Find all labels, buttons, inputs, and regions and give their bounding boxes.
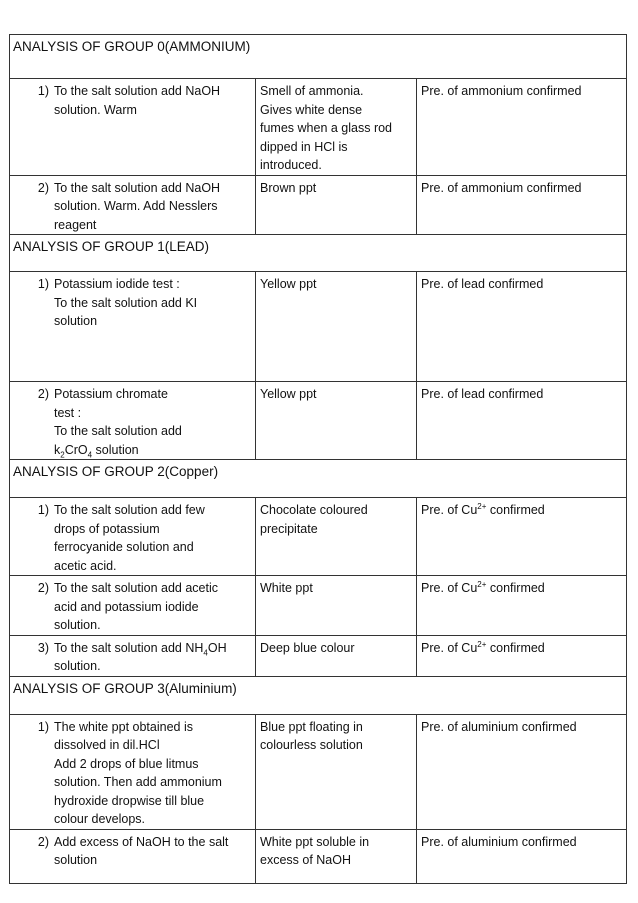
experiment-line: dissolved in dil.HCl — [54, 738, 160, 752]
group-heading-row — [10, 235, 627, 272]
group-heading: ANALYSIS OF GROUP 2(Copper) — [10, 460, 627, 498]
inference-part: confirmed — [486, 503, 545, 517]
experiment-line: drops of potassium — [54, 521, 160, 536]
step-number: 1) — [37, 84, 49, 98]
table-row — [10, 829, 627, 883]
observation-line: Blue ppt floating in — [260, 719, 363, 734]
inference-text: Pre. of ammonium confirmed — [421, 84, 582, 98]
observation-line: Smell of ammonia. — [260, 84, 364, 98]
experiment-line: solution. Warm. Add Nesslers — [54, 199, 218, 213]
experiment-cell — [10, 175, 256, 235]
observation-line: fumes when a glass rod — [260, 121, 393, 135]
experiment-line: To the salt solution add NaOH — [54, 180, 221, 195]
inference-part: Pre. of Cu — [421, 503, 478, 517]
observation-cell — [256, 382, 417, 460]
observation-cell — [256, 576, 417, 636]
inference-cell — [417, 79, 627, 176]
group-heading-row — [10, 460, 627, 498]
experiment-cell — [10, 576, 256, 636]
inference-cell — [417, 829, 627, 883]
experiment-line: colour develops. — [54, 812, 146, 826]
inference-cell — [417, 272, 627, 382]
observation-cell — [256, 272, 417, 382]
experiment-line: solution. — [54, 659, 101, 673]
experiment-line: solution. — [54, 618, 101, 632]
experiment-line: solution. Warm — [54, 102, 137, 117]
ion-charge: 2+ — [477, 639, 487, 649]
observation-line: colourless solution — [260, 738, 363, 752]
step-number: 3) — [37, 640, 49, 655]
experiment-cell — [10, 498, 256, 576]
inference-text: Pre. of lead confirmed — [421, 387, 544, 401]
formula-part: k — [54, 442, 61, 457]
group-heading: ANALYSIS OF GROUP 0(AMMONIUM) — [10, 35, 627, 79]
formula-subscript: 2 — [60, 450, 65, 459]
group-heading-row — [10, 676, 627, 714]
observation-line: introduced. — [260, 158, 322, 172]
formula-subscript: 4 — [87, 450, 93, 459]
inference-cell — [417, 714, 627, 829]
step-number: 2) — [37, 834, 49, 849]
experiment-line: acid and potassium iodide — [54, 599, 199, 614]
observation-line: Deep blue colour — [260, 640, 355, 655]
observation-cell — [256, 79, 417, 176]
experiment-line: Potassium iodide test : — [54, 277, 180, 291]
formula-part: CrO — [64, 442, 88, 457]
inference-cell — [417, 576, 627, 636]
formula-subscript: 4 — [203, 648, 208, 657]
observation-line: Yellow ppt — [260, 387, 317, 401]
experiment-formula-line — [54, 441, 251, 460]
observation-line: Chocolate coloured — [260, 503, 368, 517]
experiment-line: To the salt solution add KI — [54, 295, 198, 310]
observation-line: dipped in HCl is — [260, 139, 348, 154]
observation-line: White ppt — [260, 581, 313, 595]
ion-charge: 2+ — [477, 579, 487, 589]
inference-text — [421, 579, 623, 598]
formula-part: solution — [92, 442, 139, 457]
inference-cell — [417, 498, 627, 576]
step-number: 1) — [37, 719, 49, 734]
experiment-cell — [10, 272, 256, 382]
inference-text — [421, 501, 623, 520]
observation-cell — [256, 714, 417, 829]
table-row — [10, 576, 627, 636]
step-number: 2) — [37, 180, 49, 195]
table-row — [10, 175, 627, 235]
experiment-cell — [10, 829, 256, 883]
observation-line: White ppt soluble in — [260, 834, 370, 849]
formula-part: OH — [207, 640, 227, 655]
experiment-line: Potassium chromate — [54, 387, 168, 401]
observation-cell — [256, 635, 417, 676]
inference-cell — [417, 635, 627, 676]
table-row — [10, 635, 627, 676]
experiment-cell — [10, 714, 256, 829]
inference-cell — [417, 382, 627, 460]
inference-part: Pre. of Cu — [421, 640, 478, 655]
experiment-cell — [10, 382, 256, 460]
table-row — [10, 382, 627, 460]
observation-line: Yellow ppt — [260, 277, 317, 291]
inference-part: Pre. of Cu — [421, 581, 478, 595]
experiment-line: solution. Then add ammonium — [54, 775, 222, 789]
experiment-line: test : — [54, 405, 82, 420]
table-row — [10, 79, 627, 176]
observation-cell — [256, 829, 417, 883]
document-page — [9, 34, 626, 884]
experiment-line: reagent — [54, 217, 97, 232]
observation-cell — [256, 498, 417, 576]
experiment-line: acetic acid. — [54, 558, 117, 573]
inference-part: confirmed — [486, 581, 545, 595]
formula-part: To the salt solution add NH — [54, 640, 204, 655]
experiment-line: The white ppt obtained is — [54, 719, 193, 734]
observation-line: Brown ppt — [260, 180, 317, 195]
inference-text: Pre. of aluminium confirmed — [421, 719, 577, 734]
experiment-line: To the salt solution add — [54, 424, 182, 438]
experiment-line: To the salt solution add few — [54, 503, 205, 517]
group-heading-row — [10, 35, 627, 79]
group-heading: ANALYSIS OF GROUP 3(Aluminium) — [10, 676, 627, 714]
experiment-line: Add 2 drops of blue litmus — [54, 756, 199, 771]
ion-charge: 2+ — [477, 501, 487, 511]
step-number: 2) — [37, 581, 49, 595]
observation-line: excess of NaOH — [260, 853, 352, 867]
step-number: 2) — [37, 387, 49, 401]
inference-text — [421, 639, 623, 658]
inference-cell — [417, 175, 627, 235]
table-row — [10, 272, 627, 382]
step-number: 1) — [37, 503, 49, 517]
inference-part: confirmed — [486, 640, 545, 655]
observation-line: Gives white dense — [260, 102, 363, 117]
experiment-cell — [10, 635, 256, 676]
table-row — [10, 714, 627, 829]
inference-text: Pre. of aluminium confirmed — [421, 834, 577, 849]
step-number: 1) — [37, 277, 49, 291]
analysis-table — [9, 34, 627, 884]
experiment-line: solution — [54, 853, 98, 867]
experiment-cell — [10, 79, 256, 176]
inference-text: Pre. of lead confirmed — [421, 277, 544, 291]
experiment-line: Add excess of NaOH to the salt — [54, 834, 229, 849]
experiment-formula-line — [54, 639, 251, 658]
experiment-line: hydroxide dropwise till blue — [54, 793, 205, 808]
experiment-line: ferrocyanide solution and — [54, 540, 194, 554]
observation-line: precipitate — [260, 521, 318, 536]
experiment-line: To the salt solution add NaOH — [54, 84, 221, 98]
table-row — [10, 498, 627, 576]
inference-text: Pre. of ammonium confirmed — [421, 180, 582, 195]
experiment-line: To the salt solution add acetic — [54, 581, 218, 595]
observation-cell — [256, 175, 417, 235]
group-heading: ANALYSIS OF GROUP 1(LEAD) — [10, 235, 627, 272]
experiment-line: solution — [54, 314, 98, 328]
